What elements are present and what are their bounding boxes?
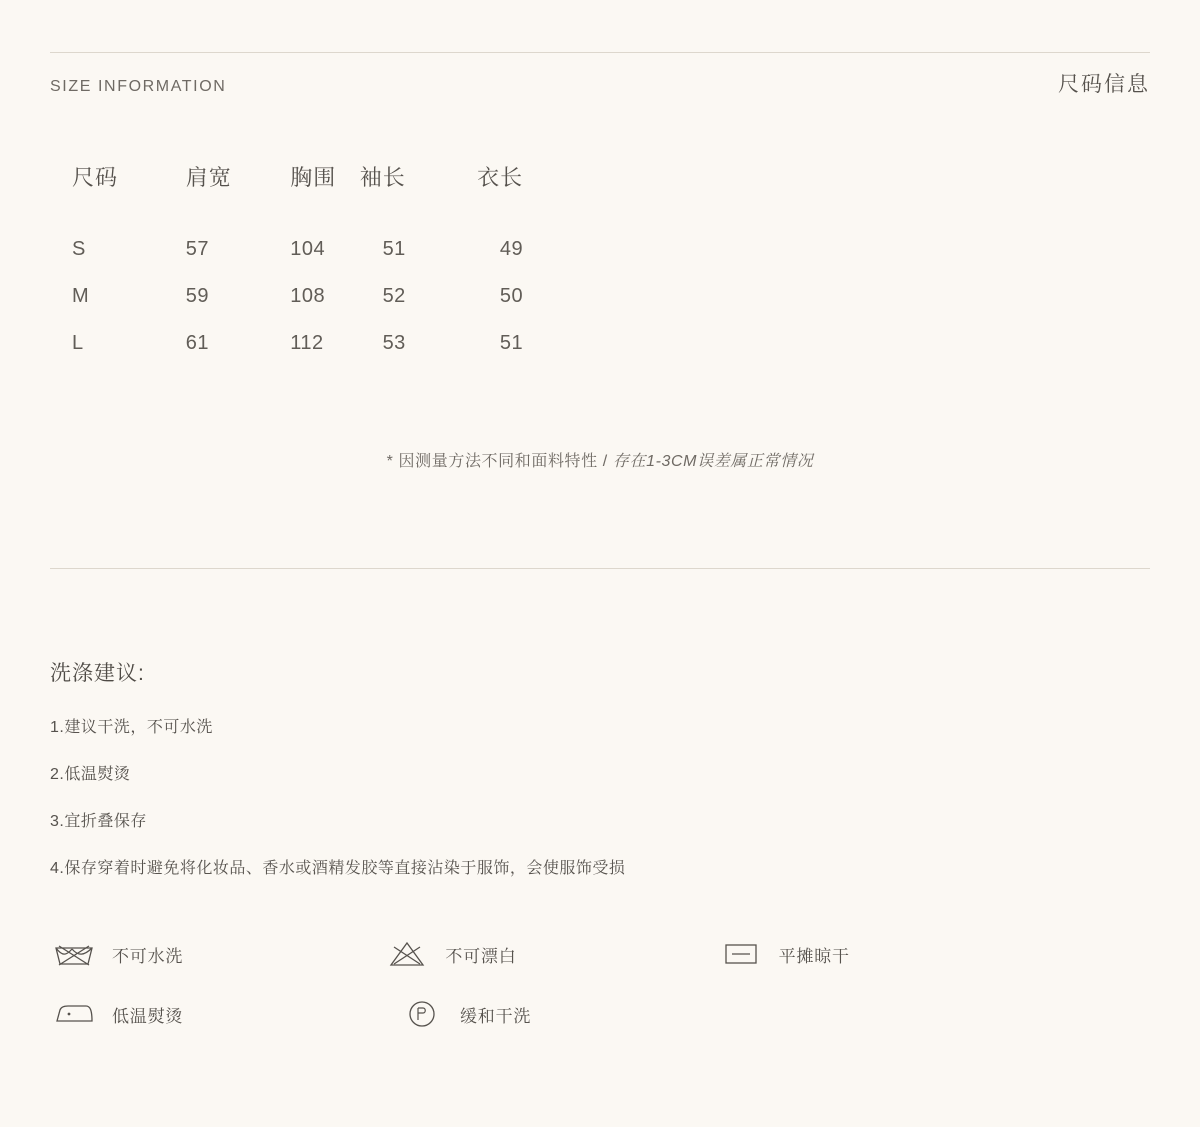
column-header-shoulder: 肩宽	[185, 165, 232, 190]
table-header-row	[50, 160, 525, 226]
column-header-size: 尺码	[72, 165, 119, 190]
care-symbol-row	[50, 995, 1050, 1033]
section-title-cn: 尺码信息	[1058, 73, 1150, 96]
cell-bust: 104	[290, 238, 326, 260]
measurement-note	[0, 448, 1200, 471]
cell-shoulder: 61	[185, 332, 210, 354]
column-header-sleeve: 袖长	[359, 165, 406, 190]
size-table	[50, 160, 525, 367]
measurement-note-prefix: * 因测量方法不同和面料特性 /	[386, 453, 608, 470]
section-header	[50, 68, 1150, 98]
care-instruction-item: 1.建议干洗，不可水洗	[50, 719, 213, 736]
care-symbol-label: 低温熨烫	[112, 1006, 184, 1026]
gentle-dryclean-icon	[398, 995, 446, 1033]
cell-bust: 112	[290, 332, 324, 354]
cell-length: 49	[499, 238, 524, 260]
cell-size: S	[72, 238, 86, 260]
care-instruction-item: 4.保存穿着时避免将化妆品、香水或酒精发胶等直接沾染于服饰，会使服饰受损	[50, 860, 626, 877]
cell-bust: 108	[290, 285, 326, 307]
care-symbol-grid	[50, 935, 1050, 1055]
care-instruction-item: 3.宜折叠保存	[50, 813, 147, 830]
low-iron-icon	[50, 995, 98, 1033]
table-row	[50, 273, 525, 320]
care-symbol-dry-flat	[717, 935, 1050, 973]
dry-flat-icon	[717, 935, 765, 973]
cell-length: 50	[499, 285, 524, 307]
column-header-length: 衣长	[477, 165, 524, 190]
care-symbol-label: 缓和干洗	[460, 1006, 532, 1026]
section-title-en: SIZE INFORMATION	[50, 78, 227, 95]
divider-top	[50, 52, 1150, 53]
care-symbol-low-iron	[50, 995, 398, 1033]
table-row	[50, 226, 525, 273]
cell-sleeve: 51	[382, 238, 406, 260]
care-symbol-label: 不可水洗	[112, 946, 184, 966]
column-header-bust: 胸围	[290, 165, 337, 190]
cell-shoulder: 57	[185, 238, 210, 260]
table-row	[50, 320, 525, 367]
care-title: 洗涤建议:	[50, 662, 145, 685]
care-symbol-gentle-dryclean	[398, 995, 746, 1033]
cell-sleeve: 53	[382, 332, 406, 354]
cell-sleeve: 52	[382, 285, 406, 307]
cell-shoulder: 59	[185, 285, 210, 307]
care-symbol-label: 平摊晾干	[778, 946, 850, 966]
care-symbol-row	[50, 935, 1050, 973]
cell-size: M	[72, 285, 90, 307]
cell-size: L	[72, 332, 84, 354]
no-bleach-icon	[383, 935, 431, 973]
care-instruction-list	[50, 714, 1150, 902]
cell-length: 51	[499, 332, 524, 354]
measurement-note-emphasis: 存在1-3CM误差属正常情况	[607, 453, 814, 470]
care-symbol-no-bleach	[383, 935, 716, 973]
care-symbol-label: 不可漂白	[445, 946, 517, 966]
care-instruction-item: 2.低温熨烫	[50, 766, 131, 783]
no-wash-icon	[50, 935, 98, 973]
divider-middle	[50, 568, 1150, 569]
care-symbol-no-wash	[50, 935, 383, 973]
